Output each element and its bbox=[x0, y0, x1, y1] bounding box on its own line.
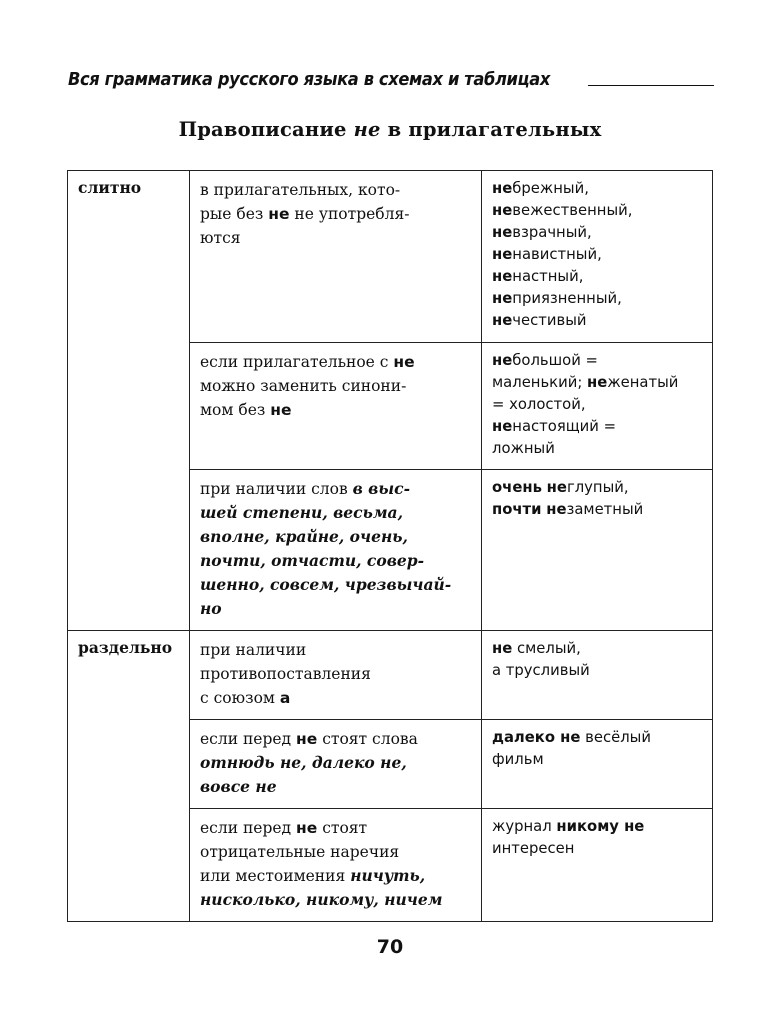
example-word: взрачный, bbox=[512, 224, 592, 241]
trigger-words: но bbox=[200, 599, 222, 618]
conjunction-a: а bbox=[279, 689, 291, 707]
condition-text: при наличии слов bbox=[200, 480, 353, 498]
condition-text: в прилагательных, кото- bbox=[200, 181, 401, 199]
trigger-words: отнюдь не, далеко не, bbox=[200, 753, 407, 772]
trigger-words: в выс- bbox=[352, 479, 411, 498]
example-line bbox=[492, 416, 702, 438]
condition-cell bbox=[190, 631, 482, 720]
condition-text: ются bbox=[200, 229, 241, 247]
trigger-words: почти, отчасти, совер- bbox=[200, 551, 425, 570]
example-word: женатый bbox=[607, 374, 679, 391]
example-line bbox=[492, 200, 702, 222]
example-word: весёлый bbox=[580, 729, 651, 746]
example-cell bbox=[482, 720, 713, 809]
trigger-words: шей степени, весьма, bbox=[200, 503, 403, 522]
condition-text: если перед bbox=[200, 819, 297, 837]
example-word: журнал bbox=[492, 818, 557, 835]
example-word: приязненный, bbox=[512, 290, 622, 307]
example-qualifier: очень bbox=[492, 479, 542, 496]
trigger-words: вполне, крайне, очень, bbox=[200, 527, 408, 546]
trigger-words: шенно, совсем, чрезвычай- bbox=[200, 575, 452, 594]
trigger-words: ничуть, bbox=[350, 866, 426, 885]
example-word: навистный, bbox=[512, 246, 602, 263]
category-separate bbox=[68, 631, 190, 922]
example-line bbox=[492, 350, 702, 372]
example-line bbox=[492, 222, 702, 244]
example-word: настоящий = bbox=[512, 418, 616, 435]
example-word: а трусливый bbox=[492, 662, 590, 679]
particle-ne: не bbox=[492, 180, 513, 197]
category-label: слитно bbox=[78, 178, 142, 197]
example-line bbox=[492, 244, 702, 266]
particle-ne: не bbox=[546, 479, 567, 496]
particle-ne: не bbox=[492, 290, 513, 307]
example-line bbox=[492, 372, 702, 394]
example-line bbox=[492, 816, 702, 838]
example-line bbox=[492, 660, 702, 682]
running-head bbox=[68, 64, 714, 90]
page-title-emphasis: не bbox=[353, 118, 381, 141]
example-word: смелый, bbox=[512, 640, 581, 657]
example-line bbox=[492, 288, 702, 310]
example-line bbox=[492, 178, 702, 200]
example-word: заметный bbox=[566, 501, 644, 518]
spelling-rules-table bbox=[67, 170, 713, 922]
example-line bbox=[492, 438, 702, 460]
example-line bbox=[492, 749, 702, 771]
condition-cell bbox=[190, 470, 482, 631]
category-label: раздельно bbox=[78, 638, 173, 657]
particle-ne: не bbox=[546, 501, 567, 518]
page-title-before: Правописание bbox=[178, 118, 354, 141]
example-qualifier: далеко не bbox=[492, 729, 581, 746]
example-word: ложный bbox=[492, 440, 555, 457]
table-row bbox=[68, 631, 713, 720]
trigger-words: вовсе не bbox=[200, 777, 277, 796]
condition-text: можно заменить синони- bbox=[200, 377, 407, 395]
example-cell bbox=[482, 171, 713, 343]
example-line bbox=[492, 727, 702, 749]
example-word: честивый bbox=[512, 312, 587, 329]
example-line bbox=[492, 499, 702, 521]
example-cell bbox=[482, 470, 713, 631]
example-word: вежественный, bbox=[512, 202, 633, 219]
example-cell bbox=[482, 343, 713, 470]
particle-ne: не bbox=[587, 374, 608, 391]
condition-text: стоят слова bbox=[317, 730, 418, 748]
example-line bbox=[492, 638, 702, 660]
particle-ne: не bbox=[268, 205, 290, 223]
condition-text: отрицательные наречия bbox=[200, 843, 400, 861]
condition-cell bbox=[190, 720, 482, 809]
particle-ne: не bbox=[492, 202, 513, 219]
particle-ne: не bbox=[492, 268, 513, 285]
example-word: брежный, bbox=[512, 180, 589, 197]
condition-text: или местоимения bbox=[200, 867, 351, 885]
page-title bbox=[0, 118, 780, 141]
example-qualifier: почти bbox=[492, 501, 542, 518]
example-line bbox=[492, 477, 702, 499]
running-head-text: Вся грамматика русского языка в схемах и таблицах bbox=[68, 70, 550, 90]
particle-ne: не bbox=[393, 353, 415, 371]
example-line bbox=[492, 394, 702, 416]
particle-ne: не bbox=[492, 312, 513, 329]
example-cell bbox=[482, 809, 713, 922]
condition-text: при наличии bbox=[200, 641, 307, 659]
example-word: большой = bbox=[512, 352, 598, 369]
example-cell bbox=[482, 631, 713, 720]
condition-text: с союзом bbox=[200, 689, 280, 707]
example-line bbox=[492, 266, 702, 288]
condition-text: противопоставления bbox=[200, 665, 371, 683]
example-line bbox=[492, 838, 702, 860]
condition-text: мом без bbox=[200, 401, 271, 419]
example-line bbox=[492, 310, 702, 332]
example-qualifier: никому не bbox=[556, 818, 645, 835]
example-word: интересен bbox=[492, 840, 575, 857]
particle-ne: не bbox=[492, 418, 513, 435]
example-word: настный, bbox=[512, 268, 584, 285]
table-row bbox=[68, 171, 713, 343]
page-number: 70 bbox=[376, 936, 404, 958]
condition-text: стоят bbox=[317, 819, 368, 837]
condition-text: если прилагательное с bbox=[200, 353, 394, 371]
particle-ne: не bbox=[492, 246, 513, 263]
condition-text: если перед bbox=[200, 730, 297, 748]
example-word: маленький; bbox=[492, 374, 588, 391]
category-together bbox=[68, 171, 190, 631]
condition-text: не употребля- bbox=[289, 205, 410, 223]
particle-ne: не bbox=[492, 224, 513, 241]
particle-ne: не bbox=[296, 730, 318, 748]
example-word: фильм bbox=[492, 751, 544, 768]
condition-cell bbox=[190, 343, 482, 470]
trigger-words: нисколько, никому, ничем bbox=[200, 890, 443, 909]
example-word: глупый, bbox=[566, 479, 629, 496]
condition-text: рые без bbox=[200, 205, 269, 223]
condition-cell bbox=[190, 809, 482, 922]
running-head-rule bbox=[588, 85, 714, 86]
condition-cell bbox=[190, 171, 482, 343]
page-title-after: в прилагательных bbox=[380, 118, 602, 141]
particle-ne: не bbox=[296, 819, 318, 837]
example-word: = холостой, bbox=[492, 396, 586, 413]
particle-ne: не bbox=[270, 401, 292, 419]
particle-ne: не bbox=[492, 352, 513, 369]
particle-ne: не bbox=[492, 640, 513, 657]
